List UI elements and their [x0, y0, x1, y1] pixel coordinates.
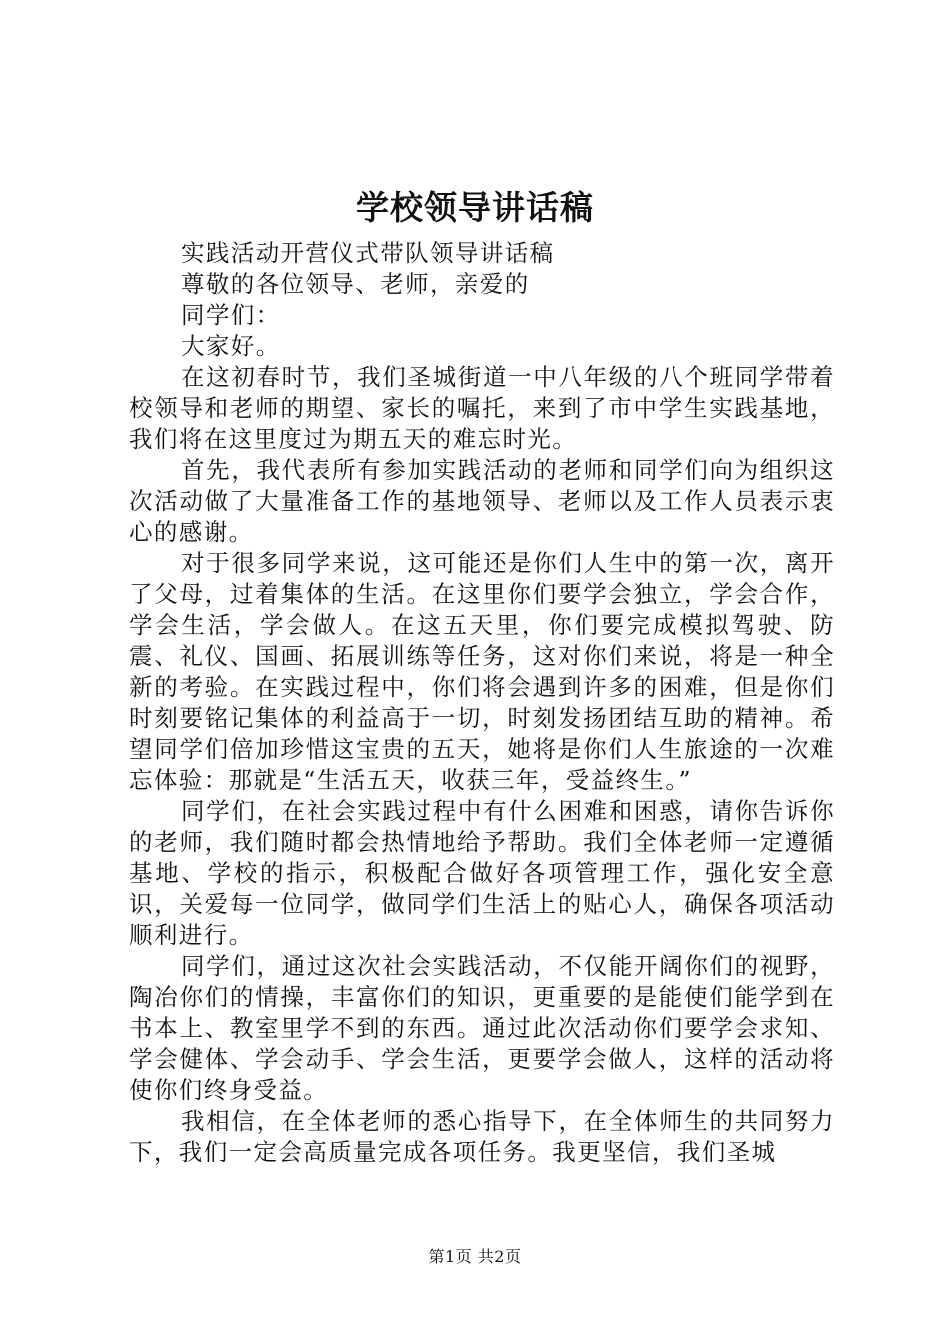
paragraph: 在这初春时节，我们圣城街道一中八年级的八个班同学带着校领导和老师的期望、家长的嘱托，来到了市中学生实践基地，我们将在这里度过为期五天的难忘时光。 — [129, 363, 835, 453]
paragraph: 对于很多同学来说，这可能还是你们人生中的第一次，离开了父母，过着集体的生活。在这里你们要学会独立，学会合作，学会生活，学会做人。在这五天里，你们要完成模拟驾驶、防震、礼仪、国画、拓展训练等任务，这对你们来说，将是一种全新的考验。在实践过程中，你们将会遇到许多的困难，但是你们时刻要铭记集体的利益高于一切，时刻发扬团结互助的精神。希望同学们倍加珍惜这宝贵的五天，她将是你们人生旅途的一次难忘体验：那就是“生活五天，收获三年，受益终生。” — [129, 549, 835, 794]
paragraph: 同学们，通过这次社会实践活动，不仅能开阔你们的视野，陶冶你们的情操，丰富你们的知识，更重要的是能使们能学到在书本上、教室里学不到的东西。通过此次活动你们要学会求知、学会健体、学会动手、学会生活，更要学会做人，这样的活动将使你们终身受益。 — [129, 952, 835, 1104]
paragraph: 我相信，在全体老师的悉心指导下，在全体师生的共同努力下，我们一定会高质量完成各项任务。我更坚信，我们圣城 — [129, 1107, 835, 1166]
paragraph: 同学们，在社会实践过程中有什么困难和困惑，请你告诉你的老师，我们随时都会热情地给予帮助。我们全体老师一定遵循基地、学校的指示，积极配合做好各项管理工作，强化安全意识，关爱每一位同学，做同学们生活上的贴心人，确保各项活动顺利进行。 — [129, 797, 835, 949]
paragraph-salutation-cont: 同学们： — [181, 301, 281, 329]
document-title: 学校领导讲话稿 — [356, 188, 594, 227]
document-body — [129, 238, 835, 1168]
paragraph: 首先，我代表所有参加实践活动的老师和同学们向为组织这次活动做了大量准备工作的基地领导、老师以及工作人员表示衷心的感谢。 — [129, 456, 835, 546]
paragraph-subtitle: 实践活动开营仪式带队领导讲话稿 — [181, 239, 555, 267]
paragraph-salutation: 尊敬的各位领导、老师，亲爱的 — [181, 270, 530, 298]
paragraph-greeting: 大家好。 — [181, 332, 281, 360]
page-number: 第1页 共2页 — [428, 1247, 522, 1266]
